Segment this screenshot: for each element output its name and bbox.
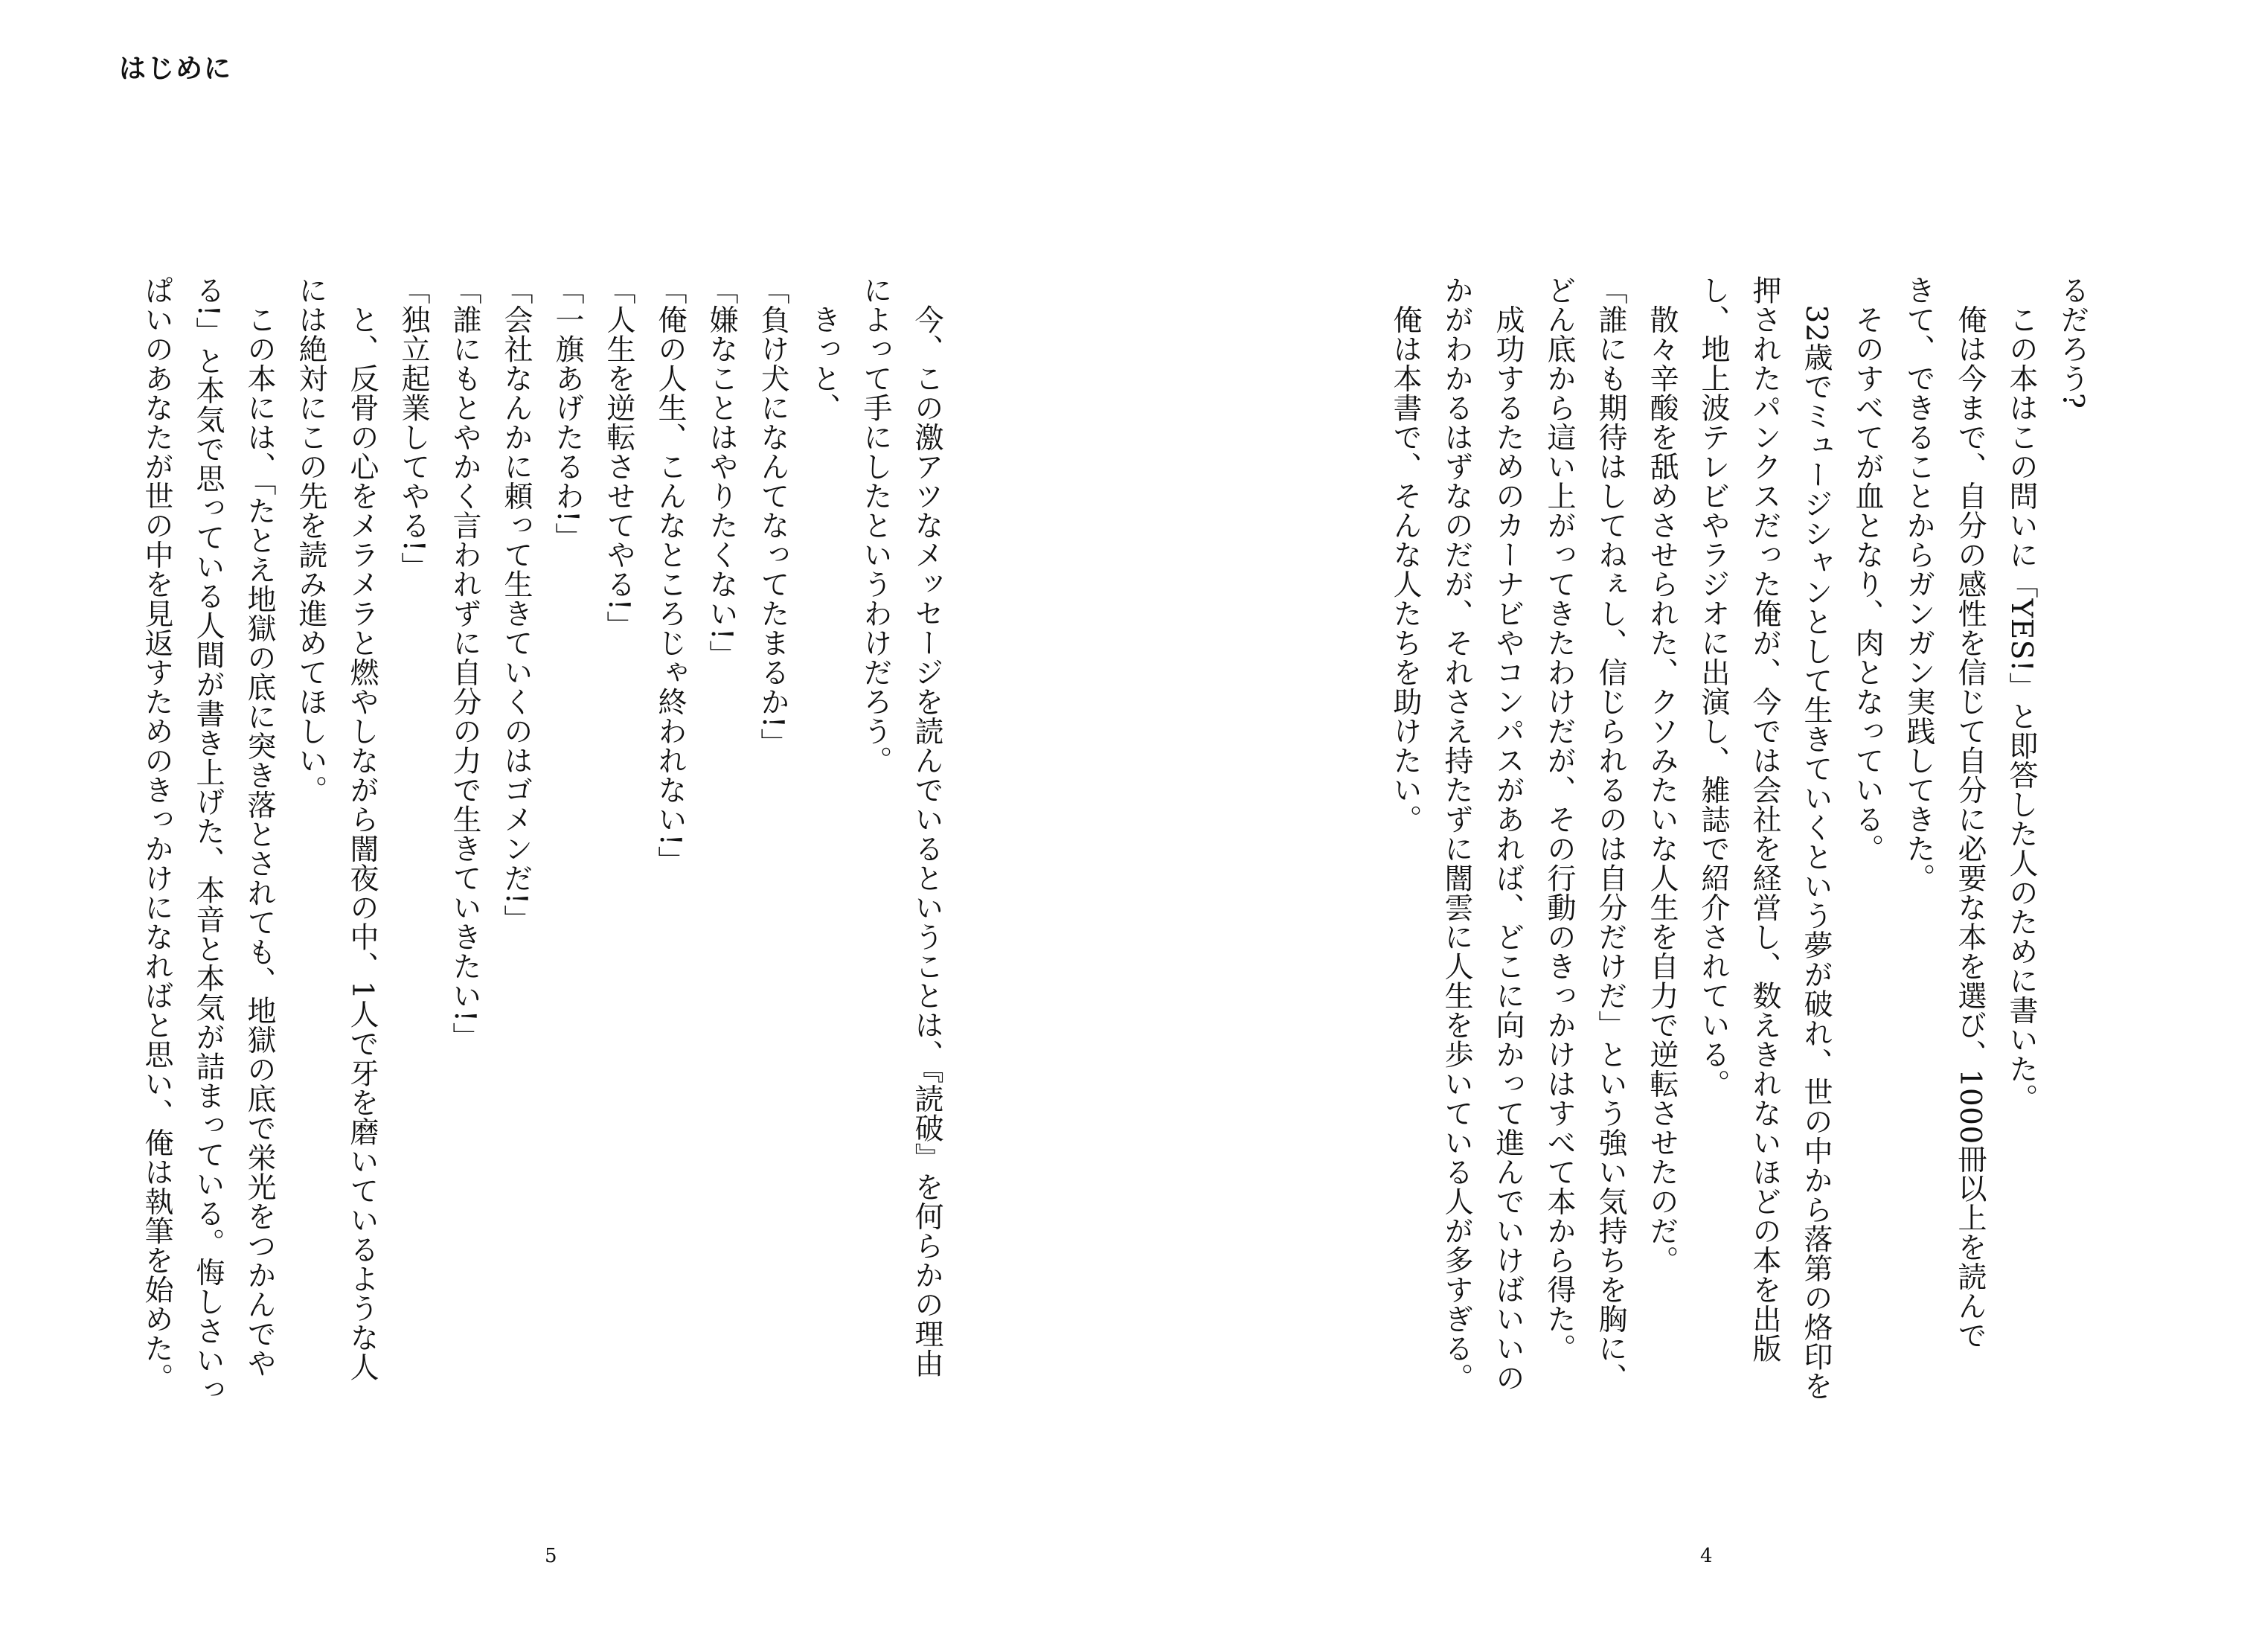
text-line: 「誰にもとやかく言われずに自分の力で生きていきたい!」: [448, 275, 481, 1052]
text-line: るだろう?: [2056, 275, 2089, 409]
text-line: によって手にしたというわけだろう。: [859, 275, 892, 775]
text-line: る!」と本気で思っている人間が書き上げた、本音と本気が詰まっている。悔しさいっ: [191, 275, 225, 1405]
page-number-right: 4: [1700, 1545, 1713, 1567]
text-line: かがわかるはずなのだが、それさえ持たずに闇雲に人生を歩いている人が多すぎる。: [1440, 275, 1473, 1392]
text-line: 「誰にも期待はしてねぇし、信じられるのは自分だけだ」という強い気持ちを胸に、: [1594, 275, 1627, 1392]
text-line: どん底から這い上がってきたわけだが、その行動のきっかけはすべて本から得た。: [1542, 275, 1576, 1363]
text-line: 「負け犬になんてなってたまるか!」: [756, 275, 789, 758]
text-line: 俺は本書で、そんな人たちを助けたい。: [1388, 275, 1422, 834]
text-line: 成功するためのカーナビやコンパスがあれば、どこに向かって進んでいけばいいの: [1491, 275, 1525, 1392]
text-line: と、反骨の心をメラメラと燃やしながら闇夜の中、1人で牙を磨いているような人: [345, 275, 379, 1382]
text-line: 「俺の人生、こんなところじゃ終われない!」: [653, 275, 687, 876]
text-line: 押されたパンクスだった俺が、今では会社を経営し、数えきれないほどの本を出版: [1748, 275, 1781, 1363]
text-line: 「嫌なことはやりたくない!」: [705, 275, 738, 670]
text-line: 「会社なんかに頼って生きていくのはゴメンだ!」: [499, 275, 533, 935]
text-line: 「独立起業してやる!」: [397, 275, 430, 582]
page-right-text: [1379, 275, 2098, 1540]
page-left: [112, 275, 982, 1540]
page-left-text: [131, 275, 952, 1540]
text-line: し、地上波テレビやラジオに出演し、雑誌で紹介されている。: [1696, 275, 1730, 1098]
text-line: きて、できることからガンガン実践してきた。: [1902, 275, 1935, 893]
text-line: 散々辛酸を舐めさせられた、クソみたいな人生を自力で逆転させたのだ。: [1645, 275, 1679, 1275]
text-line: には絶対にこの先を読み進めてほしい。: [294, 275, 327, 804]
text-line: この本には、「たとえ地獄の底に突き落とされても、地獄の底で栄光をつかんでや: [243, 275, 276, 1378]
text-line: 32歳でミュージシャンとして生きていくという夢が破れ、世の中から落第の烙印を: [1799, 275, 1833, 1401]
text-line: 「一旗あげたるわ!」: [551, 275, 584, 552]
page-right: [1339, 275, 2106, 1540]
text-line: ぱいのあなたが世の中を見返すためのきっかけになればと思い、俺は執筆を始めた。: [140, 275, 173, 1392]
text-line: 俺は今まで、自分の感性を信じて自分に必要な本を選び、1000冊以上を読んで: [1953, 275, 1987, 1351]
running-head: はじめに: [119, 54, 233, 84]
text-line: そのすべてが血となり、肉となっている。: [1850, 275, 1884, 863]
page-number-left: 5: [545, 1545, 557, 1567]
text-line: この本はこの問いに「YES!」と即答した人のために書いた。: [2004, 275, 2038, 1113]
text-line: 今、この激アツなメッセージを読んでいるということは、『読破』を何らかの理由: [910, 275, 943, 1378]
text-line: きっと、: [807, 275, 841, 423]
text-line: 「人生を逆転させてやる!」: [602, 275, 635, 641]
